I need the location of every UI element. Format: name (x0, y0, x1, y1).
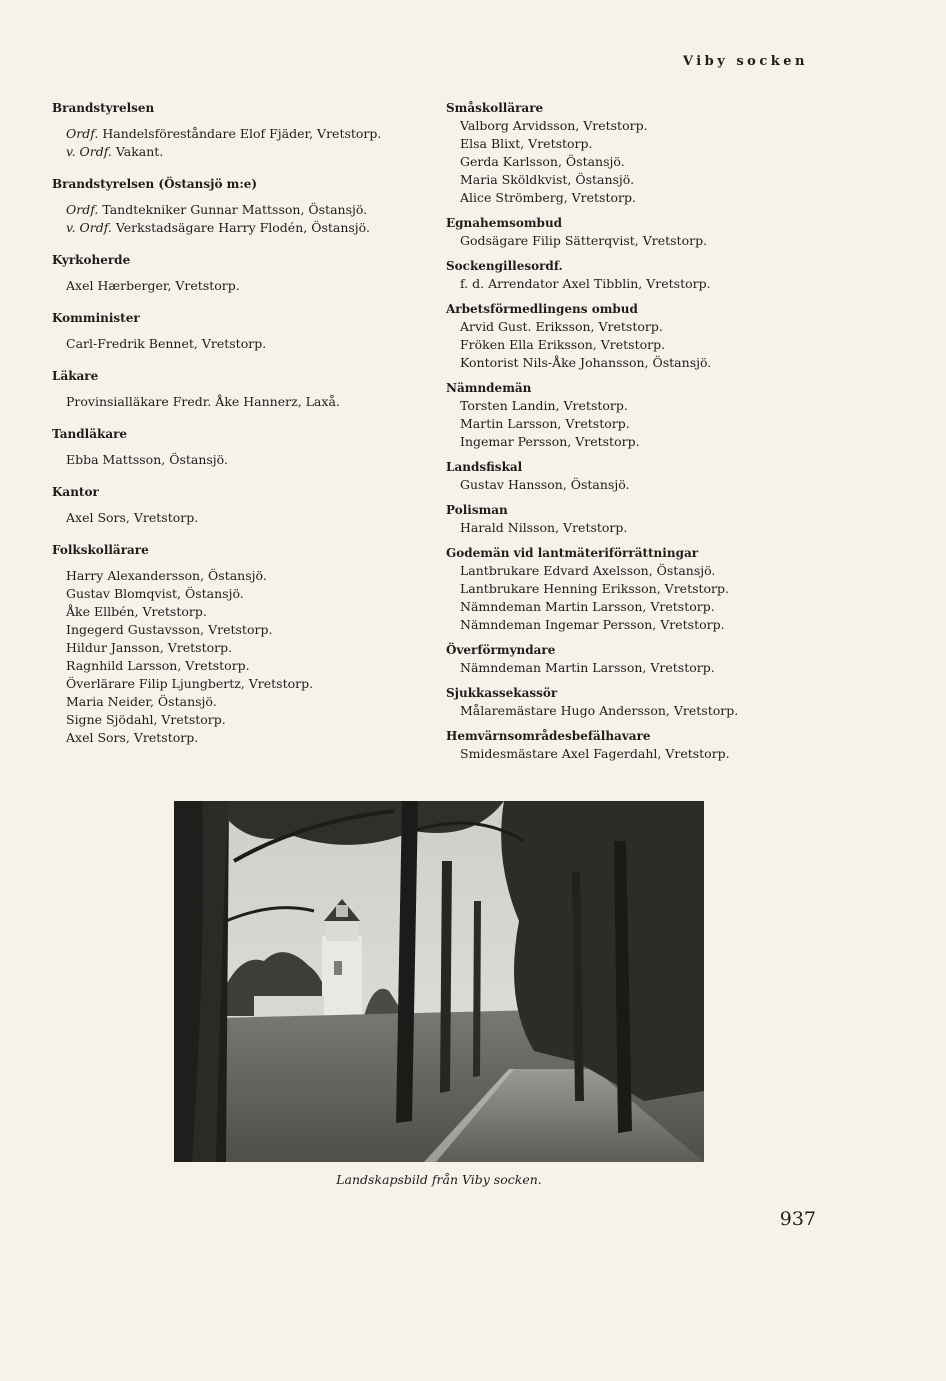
entry-prefix: v. Ordf. (66, 220, 112, 235)
entry-list (446, 275, 806, 293)
section-heading: Arbetsförmedlingens ombud (446, 302, 638, 316)
entry-text: Maria Neider, Östansjö. (66, 694, 217, 709)
entry-list (52, 509, 424, 527)
entry-prefix: Ordf. (66, 126, 99, 141)
list-item (460, 519, 806, 537)
list-item (460, 702, 806, 720)
list-item (460, 598, 806, 616)
list-item (460, 336, 806, 354)
section-heading: Tandläkare (52, 427, 128, 441)
section-folkskollarare (52, 542, 424, 747)
entry-list (52, 567, 424, 747)
section-landsfiskal (446, 459, 806, 494)
entry-list (446, 476, 806, 494)
entry-text: Alice Strömberg, Vretstorp. (460, 190, 636, 205)
section-heading: Nämndemän (446, 381, 532, 395)
entry-prefix: Ordf. (66, 202, 99, 217)
entry-text: Ingegerd Gustavsson, Vretstorp. (66, 622, 273, 637)
entry-list (52, 335, 424, 353)
list-item (460, 580, 806, 598)
section-heading: Polisman (446, 503, 508, 517)
entry-text: Tandtekniker Gunnar Mattsson, Östansjö. (98, 202, 368, 217)
page-number: 937 (779, 1208, 816, 1230)
entry-list (52, 393, 424, 411)
list-item (460, 171, 806, 189)
list-item (66, 451, 424, 469)
entry-text: Torsten Landin, Vretstorp. (460, 398, 628, 413)
entry-text: Nämndeman Ingemar Persson, Vretstorp. (460, 617, 725, 632)
section-brandstyrelsen-ostansjo-m-e (52, 176, 424, 237)
photo-image (174, 801, 704, 1162)
section-heading: Småskollärare (446, 101, 544, 115)
list-item (66, 219, 424, 237)
section-lakare (52, 368, 424, 411)
entry-text: Lantbrukare Edvard Axelsson, Östansjö. (460, 563, 716, 578)
list-item (460, 232, 806, 250)
list-item (460, 135, 806, 153)
landscape-photo (174, 801, 704, 1162)
photo-caption: Landskapsbild från Viby socken. (336, 1172, 542, 1187)
list-item (66, 585, 424, 603)
section-heading: Kantor (52, 485, 99, 499)
list-item (460, 433, 806, 451)
section-polisman (446, 502, 806, 537)
list-item (460, 117, 806, 135)
entry-text: Signe Sjödahl, Vretstorp. (66, 712, 226, 727)
list-item (66, 639, 424, 657)
list-item (66, 675, 424, 693)
entry-text: Axel Sors, Vretstorp. (66, 510, 199, 525)
entry-list (52, 451, 424, 469)
list-item (66, 201, 424, 219)
entry-text: Godsägare Filip Sätterqvist, Vretstorp. (460, 233, 708, 248)
entry-text: Elsa Blixt, Vretstorp. (460, 136, 593, 151)
entry-text: Nämndeman Martin Larsson, Vretstorp. (460, 660, 715, 675)
entry-text: Gustav Blomqvist, Östansjö. (66, 586, 244, 601)
entry-list (446, 318, 806, 372)
section-namndeman (446, 380, 806, 451)
entry-text: Ragnhild Larsson, Vretstorp. (66, 658, 250, 673)
entry-text: f. d. Arrendator Axel Tibblin, Vretstorp. (460, 276, 711, 291)
entry-list (446, 519, 806, 537)
list-item (66, 277, 424, 295)
entry-text: Martin Larsson, Vretstorp. (460, 416, 630, 431)
section-heading: Egnahemsombud (446, 216, 563, 230)
section-heading: Läkare (52, 369, 99, 383)
list-item (66, 567, 424, 585)
list-item (460, 415, 806, 433)
section-smaskollarare (446, 100, 806, 207)
right-column (446, 100, 806, 771)
list-item (460, 153, 806, 171)
list-item (460, 616, 806, 634)
entry-list (52, 277, 424, 295)
entry-prefix: v. Ordf. (66, 144, 112, 159)
list-item (66, 603, 424, 621)
list-item (460, 397, 806, 415)
section-heading: Sockengillesordf. (446, 259, 563, 273)
entry-text: Vakant. (111, 144, 164, 159)
entry-list (446, 562, 806, 634)
section-brandstyrelsen (52, 100, 424, 161)
entry-text: Harald Nilsson, Vretstorp. (460, 520, 628, 535)
section-heading: Folkskollärare (52, 543, 149, 557)
list-item (460, 476, 806, 494)
section-kyrkoherde (52, 252, 424, 295)
list-item (66, 621, 424, 639)
running-header: Viby socken (682, 54, 808, 69)
section-heading: Landsfiskal (446, 460, 523, 474)
entry-list (446, 397, 806, 451)
entry-list (446, 745, 806, 763)
section-kantor (52, 484, 424, 527)
entry-text: Valborg Arvidsson, Vretstorp. (460, 118, 648, 133)
list-item (460, 562, 806, 580)
left-column (52, 100, 424, 762)
entry-text: Lantbrukare Henning Eriksson, Vretstorp. (460, 581, 730, 596)
entry-text: Nämndeman Martin Larsson, Vretstorp. (460, 599, 715, 614)
section-godeman-vid-lantmateriforrattningar (446, 545, 806, 634)
entry-text: Gerda Karlsson, Östansjö. (460, 154, 625, 169)
entry-text: Maria Sköldkvist, Östansjö. (460, 172, 635, 187)
section-tandlakare (52, 426, 424, 469)
entry-text: Gustav Hansson, Östansjö. (460, 477, 630, 492)
entry-text: Hildur Jansson, Vretstorp. (66, 640, 233, 655)
section-heading: Brandstyrelsen (Östansjö m:e) (52, 177, 258, 191)
list-item (66, 729, 424, 747)
section-hemvarnsomradesbefalhavare (446, 728, 806, 763)
list-item (460, 745, 806, 763)
entry-text: Handelsföreståndare Elof Fjäder, Vretstorp. (98, 126, 382, 141)
section-overformyndare (446, 642, 806, 677)
list-item (460, 354, 806, 372)
entry-text: Carl-Fredrik Bennet, Vretstorp. (66, 336, 267, 351)
section-sockengillesordf (446, 258, 806, 293)
section-komminister (52, 310, 424, 353)
entry-text: Axel Sors, Vretstorp. (66, 730, 199, 745)
entry-text: Överlärare Filip Ljungbertz, Vretstorp. (66, 676, 314, 691)
list-item (460, 275, 806, 293)
entry-text: Åke Ellbén, Vretstorp. (66, 604, 207, 619)
entry-list (446, 659, 806, 677)
entry-list (446, 232, 806, 250)
entry-list (446, 117, 806, 207)
section-heading: Sjukkassekassör (446, 686, 558, 700)
section-heading: Överförmyndare (446, 643, 556, 657)
entry-text: Ingemar Persson, Vretstorp. (460, 434, 640, 449)
list-item (460, 318, 806, 336)
entry-text: Axel Hærberger, Vretstorp. (66, 278, 240, 293)
list-item (66, 711, 424, 729)
section-heading: Brandstyrelsen (52, 101, 155, 115)
list-item (66, 335, 424, 353)
entry-text: Fröken Ella Eriksson, Vretstorp. (460, 337, 666, 352)
entry-text: Harry Alexandersson, Östansjö. (66, 568, 267, 583)
list-item (460, 659, 806, 677)
entry-text: Målaremästare Hugo Andersson, Vretstorp. (460, 703, 739, 718)
list-item (66, 657, 424, 675)
entry-text: Provinsialläkare Fredr. Åke Hannerz, Laxå. (66, 394, 340, 409)
section-arbetsformedlingens-ombud (446, 301, 806, 372)
section-sjukkassekassor (446, 685, 806, 720)
section-heading: Komminister (52, 311, 140, 325)
entry-text: Ebba Mattsson, Östansjö. (66, 452, 228, 467)
section-heading: Kyrkoherde (52, 253, 131, 267)
entry-text: Arvid Gust. Eriksson, Vretstorp. (460, 319, 663, 334)
list-item (66, 393, 424, 411)
entry-list (52, 201, 424, 237)
section-heading: Hemvärnsområdesbefälhavare (446, 729, 651, 743)
list-item (66, 693, 424, 711)
list-item (66, 509, 424, 527)
list-item (460, 189, 806, 207)
list-item (66, 125, 424, 143)
section-heading: Godemän vid lantmäteriförrättningar (446, 546, 699, 560)
entry-text: Kontorist Nils-Åke Johansson, Östansjö. (460, 355, 712, 370)
entry-list (446, 702, 806, 720)
section-egnahemsombud (446, 215, 806, 250)
entry-text: Verkstadsägare Harry Flodén, Östansjö. (111, 220, 370, 235)
entry-list (52, 125, 424, 161)
entry-text: Smidesmästare Axel Fagerdahl, Vretstorp. (460, 746, 730, 761)
list-item (66, 143, 424, 161)
